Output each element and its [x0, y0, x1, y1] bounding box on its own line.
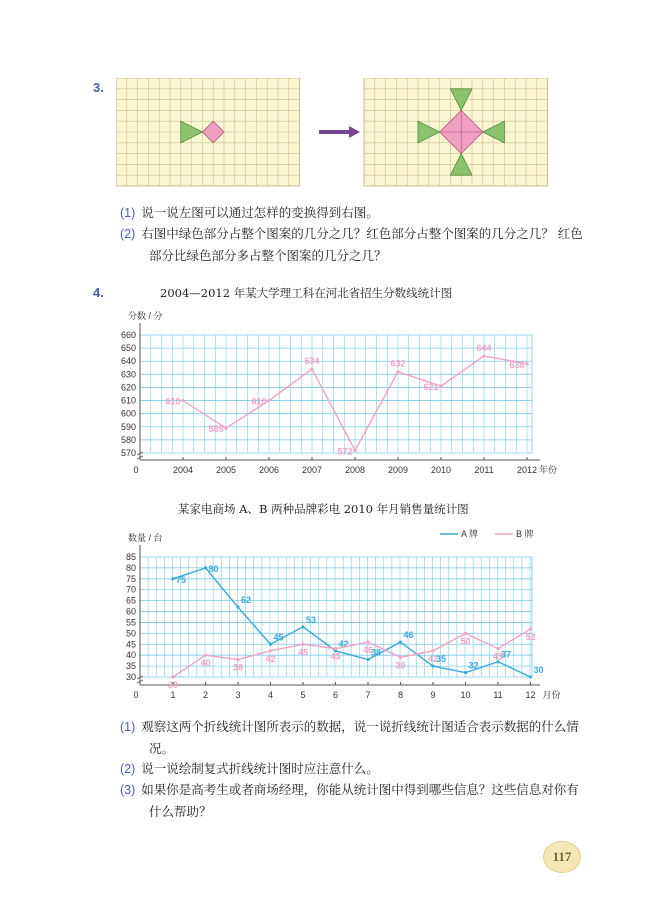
x-tick-label: 2012 — [516, 465, 538, 475]
data-point — [399, 656, 402, 659]
data-point — [529, 675, 532, 678]
data-point — [482, 354, 485, 357]
x-tick-label: 2005 — [215, 465, 237, 475]
data-label: 38 — [232, 662, 244, 673]
y-tick-label: 640 — [120, 356, 136, 367]
data-label: 632 — [390, 358, 406, 369]
x-tick-label: 2010 — [430, 465, 452, 475]
y-tick-label: 600 — [120, 408, 136, 419]
data-label: 30 — [167, 680, 179, 690]
y-tick-label: 60 — [125, 606, 136, 617]
data-label: 38 — [370, 647, 382, 658]
data-label: 42 — [265, 653, 276, 664]
y-tick-label: 650 — [120, 343, 136, 354]
data-point — [269, 649, 272, 652]
y-tick-label: 45 — [125, 639, 136, 650]
x-axis-label: 月份 — [542, 690, 561, 700]
data-label: 45 — [297, 647, 309, 658]
data-label: 32 — [468, 660, 479, 671]
data-point — [301, 625, 304, 628]
data-point — [439, 385, 442, 388]
chart-tv-sales — [110, 522, 590, 707]
y-tick-label: 570 — [120, 448, 136, 458]
x-tick-label: 2007 — [301, 465, 323, 475]
data-point — [366, 658, 369, 661]
y-tick-label: 75 — [125, 573, 136, 584]
data-point — [334, 647, 337, 650]
data-label: 43 — [492, 651, 504, 662]
data-point — [431, 664, 434, 667]
data-label: 40 — [200, 658, 211, 669]
data-point — [267, 399, 270, 402]
y-tick-label: 70 — [125, 584, 136, 595]
problem4-question-2: (2) 说一说绘制复式折线统计图时应注意什么。 — [120, 761, 379, 776]
x-tick-label: 2009 — [387, 465, 409, 475]
problem3-question-2: (2) 右图中绿色部分占整个图案的几分之几？红色部分占整个图案的几分之几？ 红色部分比绿色部分多占整个图案的几分之几？ — [120, 226, 583, 263]
x-tick-label: 5 — [300, 690, 306, 700]
problem3-number: 3. — [93, 80, 104, 95]
x-tick-label: 8 — [397, 690, 404, 700]
data-point — [366, 640, 369, 643]
data-label: 638 — [509, 359, 525, 370]
data-label: 634 — [304, 356, 320, 367]
chart2-title: 某家电商场 A、B 两种品牌彩电 2010 年月销售量统计图 — [178, 502, 469, 516]
y-tick-label: 590 — [120, 421, 136, 432]
x-tick-label: 2004 — [172, 465, 194, 475]
x-tick-label: 10 — [460, 690, 471, 700]
data-label: 42 — [427, 653, 439, 664]
data-point — [269, 643, 272, 646]
x-tick-label: 7 — [365, 690, 371, 700]
x-tick-label: 2006 — [258, 465, 280, 475]
x-tick-label: 1 — [170, 690, 176, 700]
y-tick-label: 660 — [120, 330, 136, 340]
x-tick-label: 4 — [267, 690, 274, 700]
x-tick-label: 3 — [235, 690, 241, 700]
data-point — [496, 647, 499, 650]
x-tick-label: 9 — [430, 690, 436, 700]
page-number: 117 — [543, 841, 581, 873]
data-point — [204, 566, 207, 569]
data-label: 37 — [500, 649, 512, 660]
problem4-number: 4. — [93, 285, 104, 300]
data-point — [236, 606, 239, 609]
y-tick-label: 35 — [125, 661, 136, 672]
legend-label: A 牌 — [461, 529, 479, 539]
y-tick-label: 55 — [125, 617, 136, 628]
y-tick-label: 40 — [125, 650, 136, 661]
y-tick-label: 580 — [120, 434, 136, 445]
data-point — [224, 426, 227, 429]
arrow-icon — [319, 126, 360, 138]
data-label: 621 — [423, 382, 439, 393]
data-label: 80 — [208, 563, 219, 574]
right-grid — [364, 78, 548, 186]
data-label: 610 — [165, 396, 181, 407]
data-label: 62 — [240, 595, 252, 606]
y-tick-label: 50 — [125, 628, 136, 639]
y-tick-label: 65 — [125, 595, 136, 606]
data-label: 52 — [525, 632, 536, 642]
y-tick-label: 610 — [120, 395, 136, 406]
data-point — [399, 640, 402, 643]
data-label: 39 — [395, 660, 406, 671]
data-label: 75 — [175, 574, 187, 585]
y-tick-label: 630 — [120, 369, 136, 380]
data-point — [171, 577, 174, 580]
x-origin-label: 0 — [133, 690, 139, 700]
data-label: 42 — [338, 638, 349, 649]
data-point — [353, 449, 356, 452]
data-label: 30 — [533, 665, 544, 675]
data-point — [464, 632, 467, 635]
data-point — [171, 675, 174, 678]
data-point — [310, 367, 313, 370]
x-tick-label: 2 — [202, 690, 209, 700]
left-grid — [116, 78, 300, 186]
data-point — [431, 649, 434, 652]
data-label: 53 — [305, 614, 317, 625]
x-tick-label: 12 — [525, 690, 536, 700]
data-point — [301, 643, 304, 646]
x-axis-label: 年份 — [539, 465, 558, 475]
data-point — [396, 370, 399, 373]
chart1-title: 2004—2012 年某大学理工科在河北省招生分数线统计图 — [160, 286, 453, 300]
data-label: 572 — [337, 446, 353, 457]
problem4-question-1: (1) 观察这两个折线统计图所表示的数据，说一说折线统计图适合表示数据的什么情况。 — [120, 719, 579, 756]
y-tick-label: 85 — [125, 552, 136, 562]
y-tick-label: 80 — [125, 562, 136, 573]
data-point — [529, 627, 532, 630]
x-origin-label: 0 — [133, 465, 139, 475]
data-point — [204, 654, 207, 657]
x-tick-label: 2008 — [344, 465, 366, 475]
x-tick-label: 11 — [493, 690, 503, 700]
data-label: 610 — [251, 396, 267, 407]
data-label: 35 — [435, 654, 447, 665]
data-label: 43 — [330, 651, 341, 662]
y-axis-label: 分数 / 分 — [128, 311, 163, 321]
x-tick-label: 6 — [332, 690, 339, 700]
problem3-question-1: (1) 说一说左图可以通过怎样的变换得到右图。 — [120, 205, 379, 220]
data-label: 589 — [208, 424, 224, 435]
data-point — [236, 658, 239, 661]
y-axis-label: 数量 / 台 — [128, 533, 163, 543]
data-point — [464, 671, 467, 674]
data-label: 45 — [273, 632, 284, 643]
data-label: 644 — [476, 342, 492, 353]
data-label: 46 — [403, 630, 414, 641]
x-tick-label: 2011 — [474, 465, 494, 475]
data-point — [181, 399, 184, 402]
y-tick-label: 620 — [120, 382, 136, 393]
data-label: 46 — [362, 645, 374, 656]
y-tick-label: 30 — [125, 672, 136, 682]
data-point — [525, 362, 528, 365]
data-label: 50 — [460, 636, 471, 647]
legend-label: B 牌 — [516, 529, 534, 539]
chart-admission-scores — [110, 305, 590, 480]
pattern-figures — [116, 78, 586, 193]
problem4-question-3: (3) 如果你是高考生或者商场经理，你能从统计图中得到哪些信息？这些信息对你有什么帮助？ — [120, 782, 579, 819]
